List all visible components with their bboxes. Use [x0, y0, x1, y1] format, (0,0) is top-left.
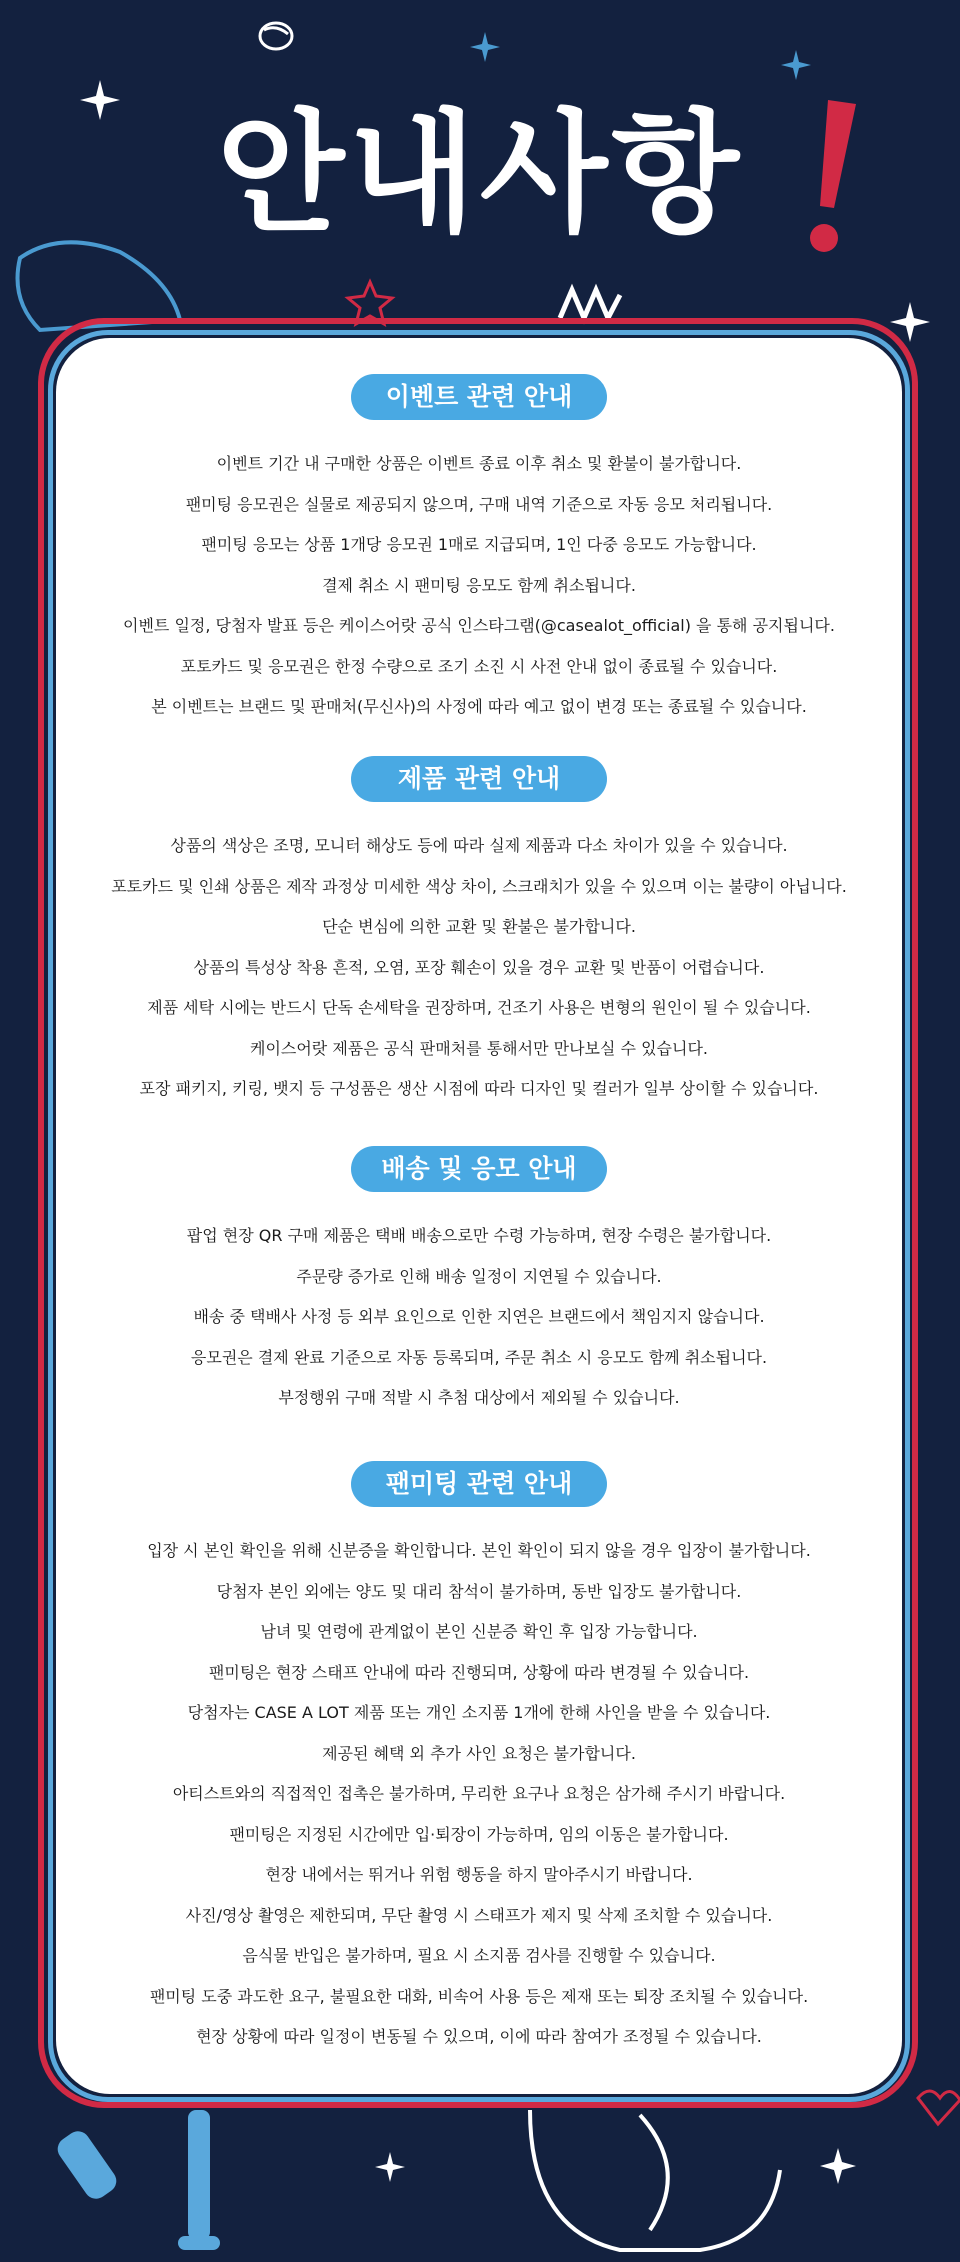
section-delivery: [56, 1146, 902, 1419]
notice-list: [56, 1216, 902, 1419]
notice-line: 입장 시 본인 확인을 위해 신분증을 확인합니다. 본인 확인이 되지 않을 경우 입장이 불가합니다.: [147, 1541, 811, 1560]
notice-list: [56, 1531, 902, 2058]
notice-line: 당첨자 본인 외에는 양도 및 대리 참석이 불가하며, 동반 입장도 불가합니다.: [216, 1581, 742, 1601]
notice-line: 제공된 혜택 외 추가 사인 요청은 불가합니다.: [322, 1743, 636, 1763]
notice-line: 당첨자는 CASE A LOT 제품 또는 개인 소지품 1개에 한해 사인을 받을 수 있습니다.: [187, 1703, 771, 1722]
section-event: [56, 374, 902, 728]
notice-line: 음식물 반입은 불가하며, 필요 시 소지품 검사를 진행할 수 있습니다.: [242, 1946, 716, 1965]
notice-line: 배송 중 택배사 사정 등 외부 요인으로 인한 지연은 브랜드에서 책임지지 않습니다.: [193, 1307, 765, 1326]
notice-line: 사진/영상 촬영은 제한되며, 무단 촬영 시 스태프가 제지 및 삭제 조치할 수 있습니다.: [185, 1905, 773, 1925]
notice-line: 현장 내에서는 뛰거나 위험 행동을 하지 말아주시기 바랍니다.: [265, 1865, 693, 1884]
bat-icon: [53, 2110, 220, 2250]
notice-line: 응모권은 결제 완료 기준으로 자동 등록되며, 주문 취소 시 응모도 함께 취소됩니다.: [190, 1347, 768, 1367]
scribble-icon: [560, 290, 620, 318]
section-product: [56, 756, 902, 1110]
section-heading: 이벤트 관련 안내: [351, 374, 607, 420]
notice-line: 상품의 색상은 조명, 모니터 해상도 등에 따라 실제 제품과 다소 차이가 있을 수 있습니다.: [170, 836, 788, 855]
notice-line: 현장 상황에 따라 일정이 변동될 수 있으며, 이에 따라 참여가 조정될 수 있습니다.: [196, 2027, 762, 2046]
notice-list: [56, 444, 902, 728]
notice-line: 상품의 특성상 착용 흔적, 오염, 포장 훼손이 있을 경우 교환 및 반품이 어렵습니다.: [193, 957, 765, 977]
section-heading: 팬미팅 관련 안내: [351, 1461, 607, 1507]
notice-line: 포토카드 및 인쇄 상품은 제작 과정상 미세한 색상 차이, 스크래치가 있을 수 있으며 이는 불량이 아닙니다.: [111, 876, 847, 896]
notice-line: 팝업 현장 QR 구매 제품은 택배 배송으로만 수령 가능하며, 현장 수령은 불가합니다.: [186, 1226, 772, 1245]
notice-line: 제품 세탁 시에는 반드시 단독 손세탁을 권장하며, 건조기 사용은 변형의 원인이 될 수 있습니다.: [147, 998, 811, 1017]
page-title: 안내사항: [216, 97, 744, 251]
notice-line: 팬미팅 응모권은 실물로 제공되지 않으며, 구매 내역 기준으로 자동 응모 처리됩니다.: [185, 494, 773, 514]
section-heading: 제품 관련 안내: [351, 756, 607, 802]
notice-line: 팬미팅 응모는 상품 1개당 응모권 1매로 지급되며, 1인 다중 응모도 가능합니다.: [201, 535, 757, 554]
glove-doodle-icon: [530, 2110, 780, 2250]
section-fanmeeting: [56, 1461, 902, 2058]
notice-line: 남녀 및 연령에 관계없이 본인 신분증 확인 후 입장 가능합니다.: [260, 1622, 698, 1641]
notice-line: 포장 패키지, 키링, 뱃지 등 구성품은 생산 시점에 따라 디자인 및 컬러가 일부 상이할 수 있습니다.: [139, 1079, 819, 1098]
heart-icon: [918, 2091, 960, 2124]
sparkle-icon: [470, 32, 811, 80]
notice-line: 포토카드 및 응모권은 한정 수량으로 조기 소진 시 사전 안내 없이 종료될 수 있습니다.: [180, 656, 778, 676]
notice-line: 부정행위 구매 적발 시 추첨 대상에서 제외될 수 있습니다.: [278, 1388, 680, 1407]
notice-line: 아티스트와의 직접적인 접촉은 불가하며, 무리한 요구나 요청은 삼가해 주시기 바랍니다.: [172, 1784, 786, 1803]
notice-line: 결제 취소 시 팬미팅 응모도 함께 취소됩니다.: [322, 575, 636, 595]
exclamation-icon: [790, 90, 880, 260]
notice-line: 주문량 증가로 인해 배송 일정이 지연될 수 있습니다.: [296, 1266, 662, 1286]
notice-line: 케이스어랏 제품은 공식 판매처를 통해서만 만나보실 수 있습니다.: [249, 1038, 708, 1058]
baseball-icon: [260, 23, 292, 49]
notice-line: 팬미팅은 현장 스태프 안내에 따라 진행되며, 상황에 따라 변경될 수 있습니다.: [208, 1662, 750, 1682]
cap-doodle-icon: [18, 242, 181, 330]
notice-line: 팬미팅 도중 과도한 요구, 불필요한 대화, 비속어 사용 등은 제재 또는 퇴장 조치될 수 있습니다.: [149, 1986, 809, 2006]
notice-line: 본 이벤트는 브랜드 및 판매처(무신사)의 사정에 따라 예고 없이 변경 또는 종료될 수 있습니다.: [151, 697, 807, 716]
notice-line: 단순 변심에 의한 교환 및 환불은 불가합니다.: [322, 917, 636, 936]
notice-line: 팬미팅은 지정된 시간에만 입·퇴장이 가능하며, 임의 이동은 불가합니다.: [229, 1824, 729, 1844]
notice-list: [56, 826, 902, 1110]
section-heading: 배송 및 응모 안내: [351, 1146, 607, 1192]
notice-line: 이벤트 기간 내 구매한 상품은 이벤트 종료 이후 취소 및 환불이 불가합니다.: [216, 454, 742, 473]
notice-line: 이벤트 일정, 당첨자 발표 등은 케이스어랏 공식 인스타그램(@casealot_official) 을 통해 공지됩니다.: [123, 616, 835, 635]
